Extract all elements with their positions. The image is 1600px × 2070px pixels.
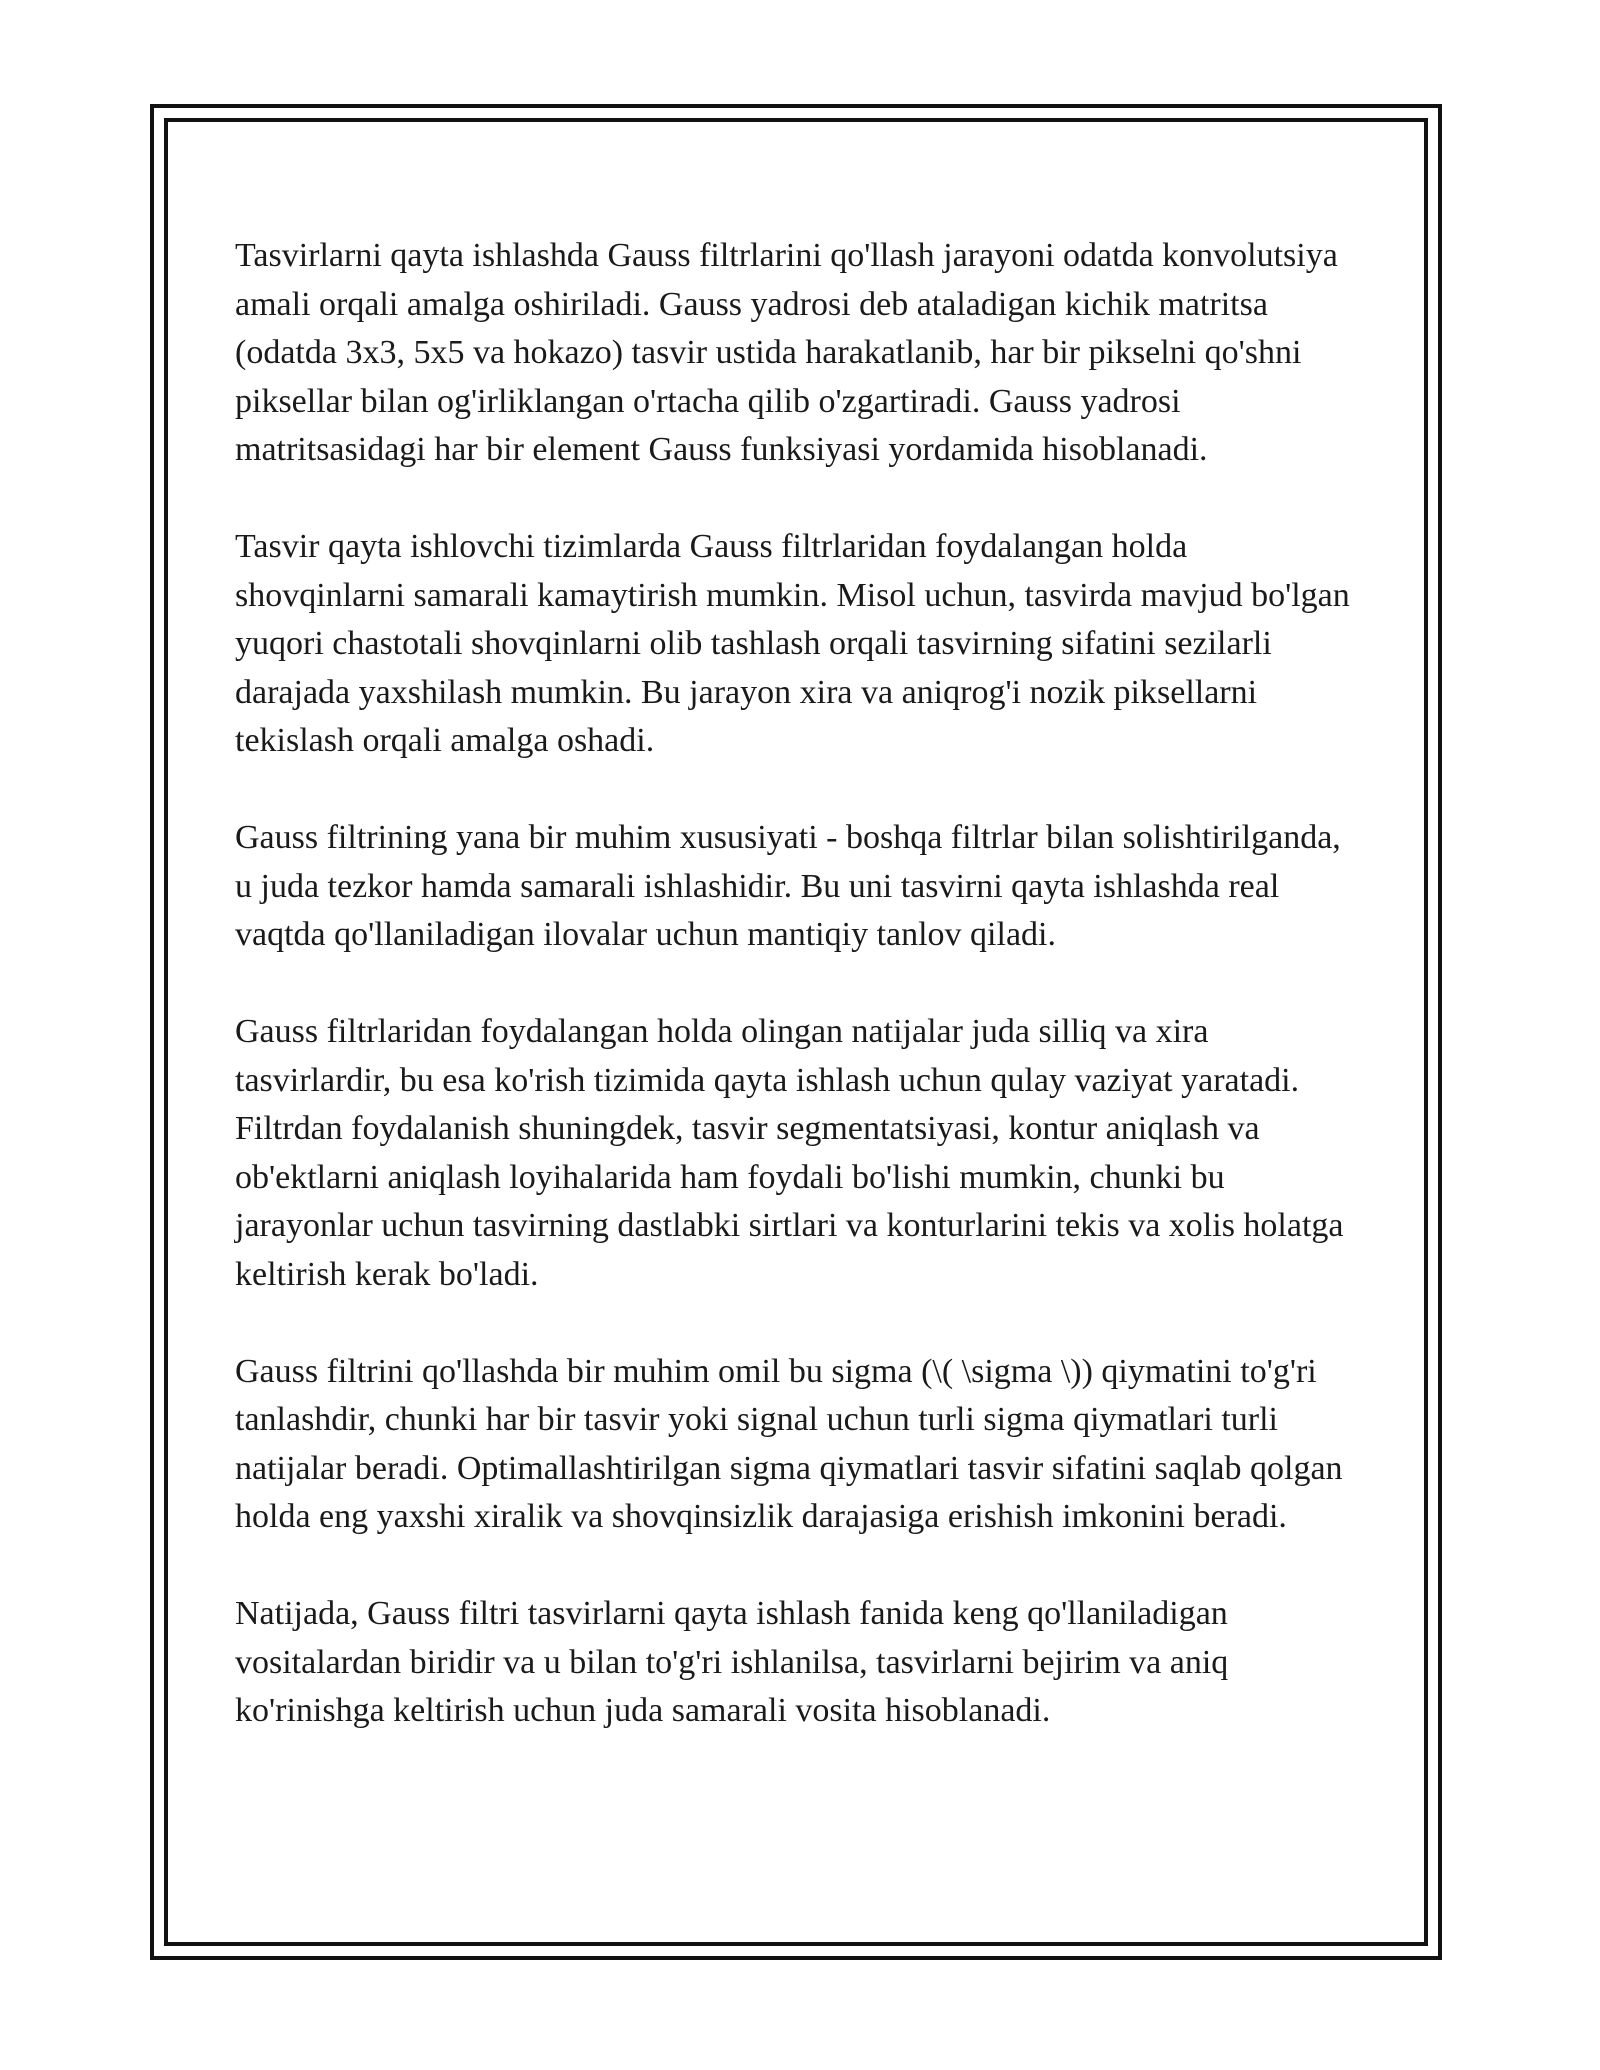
paragraph-2: Tasvir qayta ishlovchi tizimlarda Gauss filtrlaridan foydalangan holda shovqinlarni samarali kamaytirish mumkin. Misol uchun, tasvirda mavjud bo'lgan yuqori chastotali shovqinlarni olib tashlash orqali tasvirning sifatini sezilarli darajada yaxshilash mumkin. Bu jarayon xira va aniqrog'i nozik piksellarni tekislash orqali amalga oshadi. [235,528,1350,759]
paragraph-6: Natijada, Gauss filtri tasvirlarni qayta ishlash fanida keng qo'llaniladigan vositalardan biridir va u bilan to'g'ri ishlanilsa, tasvirlarni bejirim va aniq ko'rinishga keltirish uchun juda samarali vosita hisoblanadi. [235,1595,1229,1729]
paragraph-5: Gauss filtrini qo'llashda bir muhim omil bu sigma (\( \sigma \)) qiymatini to'g'ri tanlashdir, chunki har bir tasvir yoki signal uchun turli sigma qiymatlari turli natijalar beradi. Optimallashtirilgan sigma qiymatlari tasvir sifatini saqlab qolgan holda eng yaxshi xiralik va shovqinsizlik darajasiga erishish imkonini beradi. [235,1352,1343,1535]
paragraph-4: Gauss filtrlaridan foydalangan holda olingan natijalar juda silliq va xira tasvirlardir, bu esa ko'rish tizimida qayta ishlash uchun qulay vaziyat yaratadi. Filtrdan foydalanish shuningdek, tasvir segmentatsiyasi, kontur aniqlash va ob'ektlarni aniqlash loyihalarida ham foydali bo'lishi mumkin, chunki bu jarayonlar uchun tasvirning dastlabki sirtlari va konturlarini tekis va xolis holatga keltirish kerak bo'ladi. [235,1013,1344,1293]
paragraph-1: Tasvirlarni qayta ishlashda Gauss filtrlarini qo'llash jarayoni odatda konvolutsiya amali orqali amalga oshiriladi. Gauss yadrosi deb ataladigan kichik matritsa (odatda 3x3, 5x5 va hokazo) tasvir ustida harakatlanib, har bir pikselni qo'shni piksellar bilan og'irliklangan o'rtacha qilib o'zgartiradi. Gauss yadrosi matritsasidagi har bir element Gauss funksiyasi yordamida hisoblanadi. [235,237,1338,468]
document-body [235,232,1355,1736]
paragraph-3: Gauss filtrining yana bir muhim xususiyati - boshqa filtrlar bilan solishtirilganda, u juda tezkor hamda samarali ishlashidir. Bu uni tasvirni qayta ishlashda real vaqtda qo'llaniladigan ilovalar uchun mantiqiy tanlov qiladi. [235,819,1341,953]
